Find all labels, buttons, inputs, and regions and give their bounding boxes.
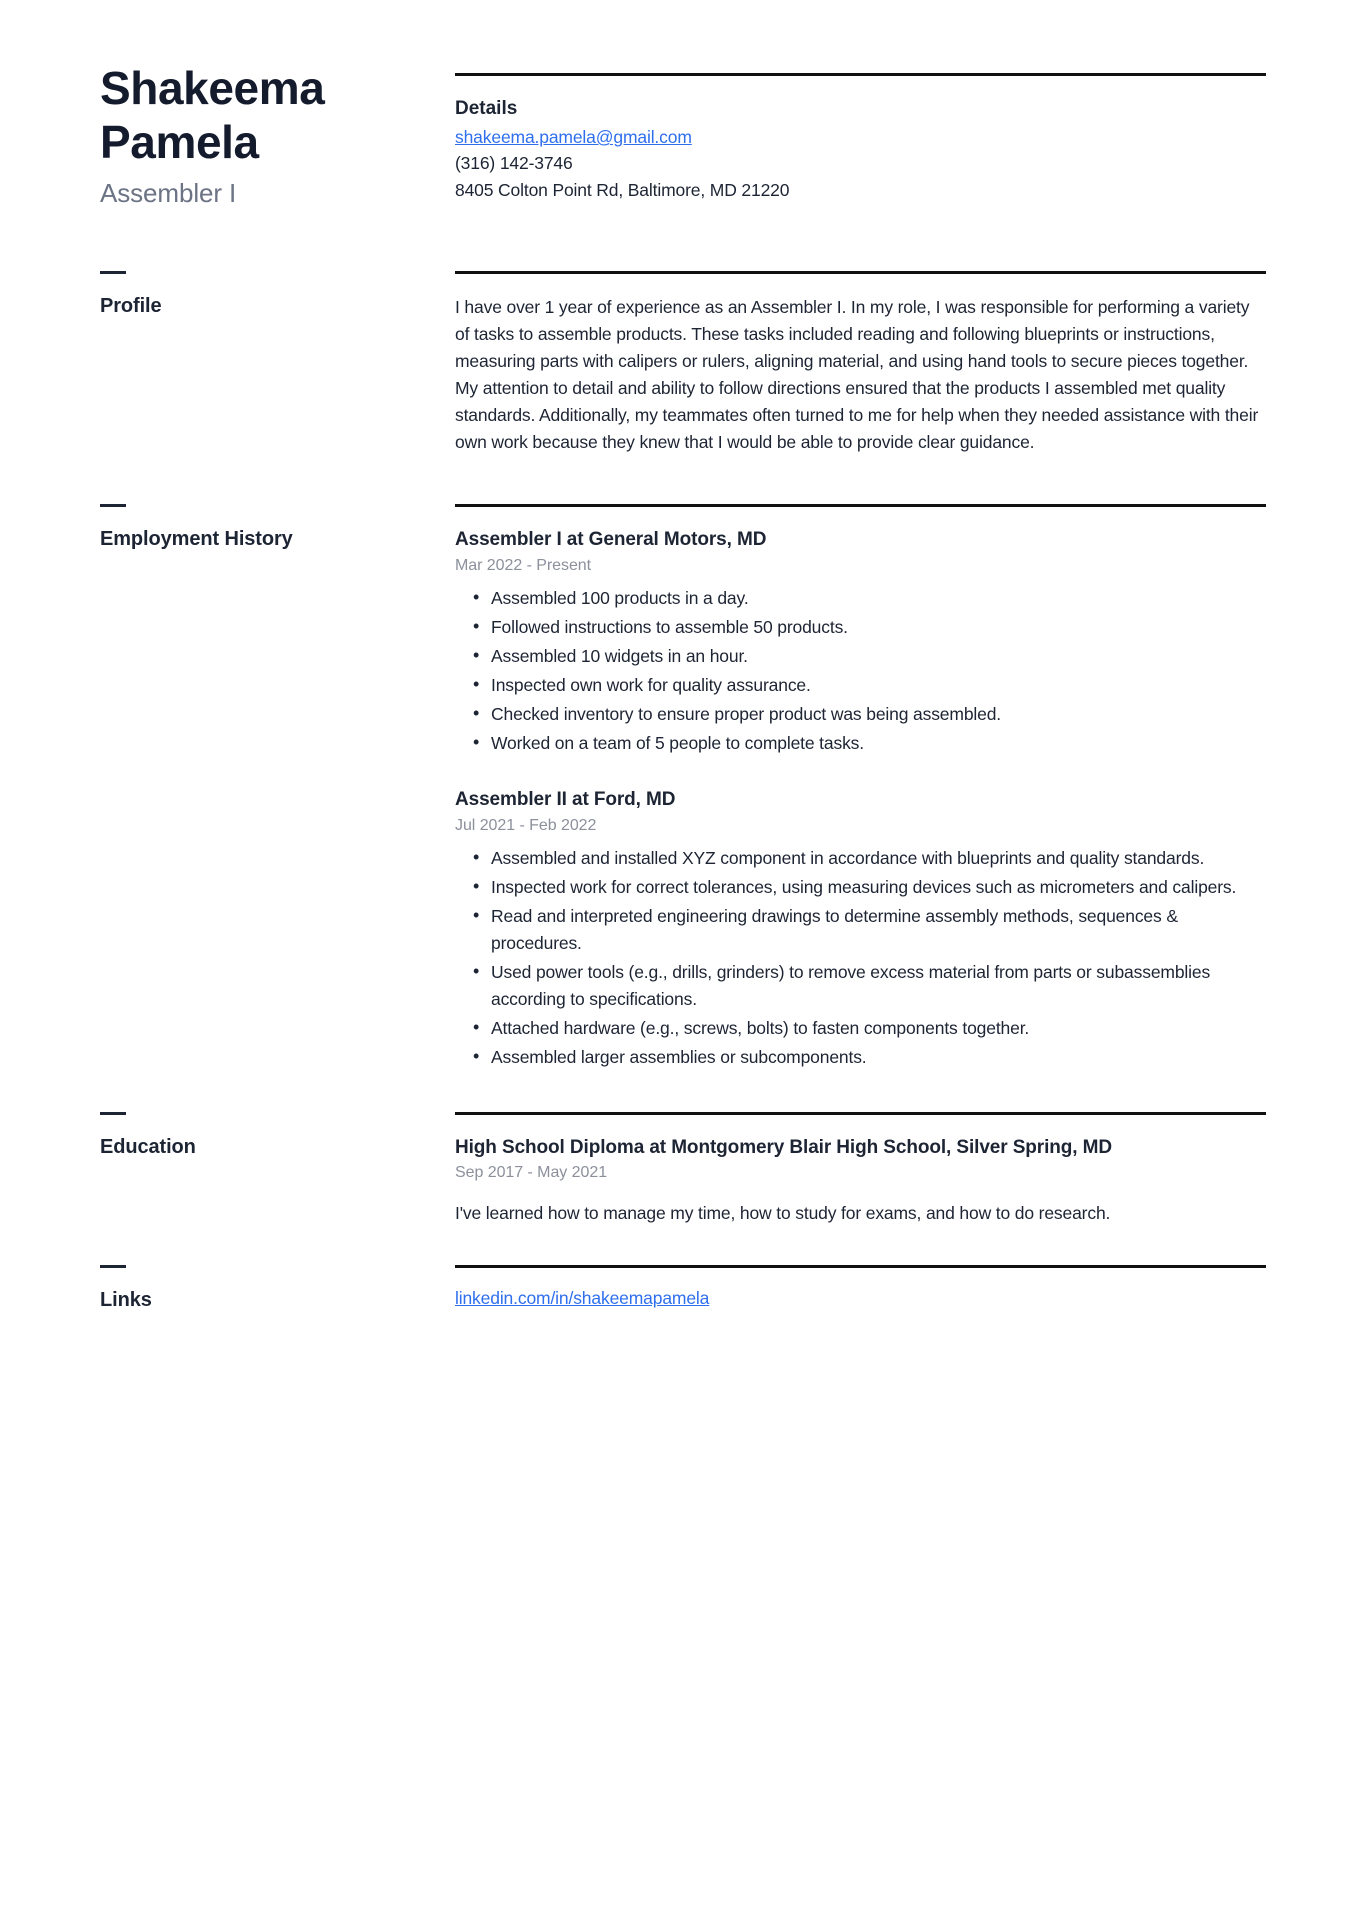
email-row: [455, 124, 1266, 150]
education-label: Education: [100, 1135, 196, 1158]
job-bullet: • Assembled and installed XYZ component in accordance with blueprints and quality standards.: [455, 845, 1266, 872]
job-entry: [455, 787, 1266, 1071]
education-content: [455, 1112, 1266, 1227]
links-label-column: [100, 1265, 455, 1312]
education-section: [0, 1112, 1366, 1227]
resume-header: [0, 0, 1366, 209]
candidate-name-line2: Pamela: [100, 115, 259, 168]
address-value: 8405 Colton Point Rd, Baltimore, MD 21220: [455, 179, 790, 200]
job-bullet: • Assembled 10 widgets in an hour.: [455, 643, 1266, 670]
profile-label-column: [100, 271, 455, 457]
candidate-name-line1: Shakeema: [100, 62, 325, 114]
header-identity: [100, 62, 455, 209]
job-bullet: • Read and interpreted engineering drawings to determine assembly methods, sequences & procedures.: [455, 903, 1266, 957]
job-bullet: • Followed instructions to assemble 50 products.: [455, 614, 1266, 641]
employment-label: Employment History: [100, 528, 293, 551]
links-label: Links: [100, 1288, 152, 1311]
job-title: Assembler I at General Motors, MD: [455, 529, 767, 551]
details-heading: Details: [455, 98, 518, 119]
job-bullet: • Checked inventory to ensure proper product was being assembled.: [455, 701, 1266, 728]
profile-section: [0, 271, 1366, 457]
employment-section: [0, 504, 1366, 1073]
education-description: I've learned how to manage my time, how to study for exams, and how to do research.: [455, 1202, 1111, 1223]
job-bullet: • Assembled 100 products in a day.: [455, 585, 1266, 612]
links-dash-icon: [100, 1265, 126, 1268]
employment-content: [455, 504, 1266, 1073]
education-date: Sep 2017 - May 2021: [455, 1163, 608, 1181]
email-link[interactable]: shakeema.pamela@gmail.com: [455, 127, 692, 147]
job-bullet: • Inspected work for correct tolerances, using measuring devices such as micrometers and calipers.: [455, 874, 1266, 901]
job-bullets: [455, 845, 1266, 1072]
job-bullet: • Attached hardware (e.g., screws, bolts) to fasten components together.: [455, 1015, 1266, 1042]
details-rule: [455, 73, 1266, 76]
profile-content: [455, 271, 1266, 457]
phone-value: (316) 142-3746: [455, 153, 573, 174]
education-label-column: [100, 1112, 455, 1227]
link-row: [455, 1288, 1266, 1309]
links-content: [455, 1265, 1266, 1312]
candidate-name: [100, 62, 360, 170]
job-date: Jul 2021 - Feb 2022: [455, 816, 597, 834]
education-entry: [455, 1135, 1266, 1227]
linkedin-link[interactable]: linkedin.com/in/shakeemapamela: [455, 1287, 710, 1308]
employment-dash-icon: [100, 504, 126, 507]
employment-label-column: [100, 504, 455, 1073]
job-bullets: [455, 585, 1266, 758]
profile-text: I have over 1 year of experience as an Assembler I. In my role, I was responsible for performing a variety of tasks to assemble products. These tasks included reading and following blueprints or instructions, measuring parts with calipers or rulers, aligning material, and using hand tools to secure pieces together. My attention to detail and ability to follow directions ensured that the products I assembled met quality standards. Additionally, my teammates often turned to me for help when they needed assistance with their own work because they knew that I would be able to provide clear guidance.: [455, 296, 1259, 453]
job-bullet: • Assembled larger assemblies or subcomponents.: [455, 1044, 1266, 1071]
education-dash-icon: [100, 1112, 126, 1115]
job-bullet: • Inspected own work for quality assurance.: [455, 672, 1266, 699]
job-entry: [455, 527, 1266, 757]
profile-label: Profile: [100, 294, 162, 317]
education-title: High School Diploma at Montgomery Blair High School, Silver Spring, MD: [455, 1136, 1112, 1158]
details-section: [455, 62, 1266, 209]
job-date: Mar 2022 - Present: [455, 556, 592, 574]
candidate-job-title: Assembler I: [100, 177, 237, 208]
job-bullet: • Used power tools (e.g., drills, grinders) to remove excess material from parts or subassemblies according to specifications.: [455, 959, 1266, 1013]
job-title: Assembler II at Ford, MD: [455, 789, 676, 811]
job-bullet: • Worked on a team of 5 people to complete tasks.: [455, 730, 1266, 757]
profile-dash-icon: [100, 271, 126, 274]
links-section: [0, 1265, 1366, 1312]
